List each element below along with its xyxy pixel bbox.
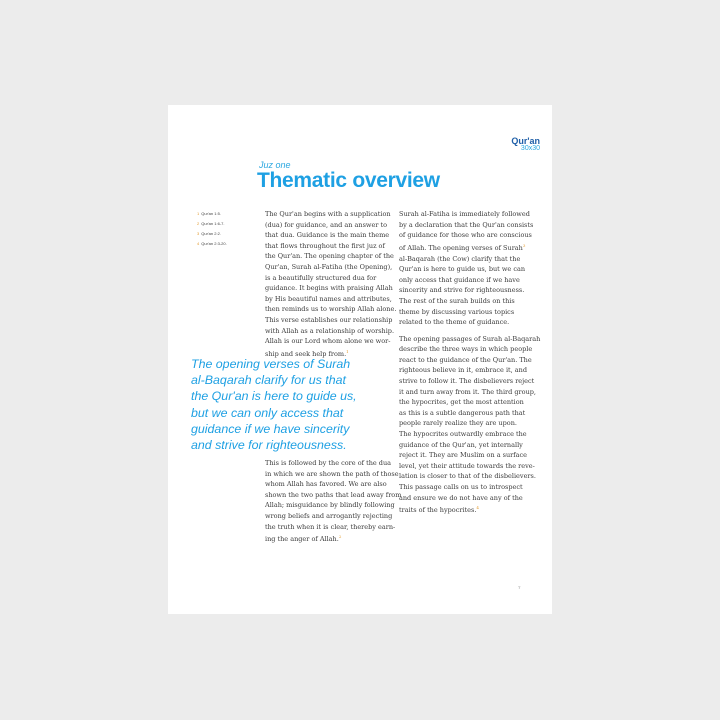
footnote-item [197, 219, 227, 229]
body-column-right [399, 209, 541, 516]
brand-logo [511, 137, 540, 153]
text-line-content: ship and seek help from. [265, 349, 347, 358]
text-line: Allah; misguidance by blindly following [265, 501, 395, 510]
text-line: reject it. They are Muslim on a surface [399, 451, 528, 460]
footnote-marker: 1 [346, 348, 349, 354]
text-line: Qur'an is here to guide us, but we can [399, 265, 526, 274]
paragraph [265, 209, 397, 359]
text-line: sincerity and strive for righteousness. [399, 286, 525, 295]
text-line: people rarely realize they are upon. [399, 419, 517, 428]
paragraph [399, 334, 541, 516]
text-line: the Qur'an. The opening chapter of the [265, 252, 394, 261]
text-line: whom Allah has favored. We are also [265, 480, 387, 489]
text-line: guidance. It begins with praising Allah [265, 284, 393, 293]
text-line-content: traits of the hypocrites. [399, 506, 477, 515]
text-line: react to the guidance of the Qur'an. The [399, 355, 532, 364]
footnote-number: 2 [197, 221, 200, 226]
footnote-marker: 2 [338, 534, 342, 540]
text-line-content: ing the anger of Allah. [265, 535, 339, 544]
text-line: righteous believe in it, embrace it, and [399, 366, 527, 375]
text-line: This verse establishes our relationship [265, 315, 393, 324]
quote-line: The opening verses of Surah [191, 357, 351, 371]
text-line: The Qur'an begins with a supplication [265, 210, 391, 218]
text-line: as this is a subtle dangerous path that [399, 408, 526, 417]
text-line: Surah al-Fatiha is immediately followed [399, 210, 530, 218]
body-column-left [265, 209, 397, 359]
footnote-number: 3 [197, 231, 200, 236]
text-line: and ensure we do not have any of the [399, 493, 523, 502]
text-line: then reminds us to worship Allah alone. [265, 305, 397, 314]
footnote-item [197, 209, 227, 219]
footnote-marker: 3 [522, 242, 526, 248]
footnote-item [197, 229, 227, 239]
text-line: Qur'an, Surah al-Fatiha (the Opening), [265, 262, 393, 271]
text-line: that flows throughout the first juz of [265, 241, 385, 250]
text-line: with Allah as a relationship of worship. [265, 326, 395, 335]
page-title: Thematic overview [257, 169, 440, 192]
text-line: This passage calls on us to introspect [399, 483, 523, 491]
text-line: guidance of the Qur'an, yet internally [399, 440, 523, 449]
text-line: the hypocrites, get the most attention [399, 398, 524, 407]
quote-line: and strive for righteousness. [191, 438, 347, 453]
logo-line1: Qur'an [511, 136, 540, 146]
footnote-number: 1 [197, 211, 200, 216]
paragraph [399, 209, 534, 328]
text-line: The hypocrites outwardly embrace the [399, 430, 527, 439]
text-line: The opening passages of Surah al-Baqarah [399, 334, 541, 343]
text-line: wrong beliefs and arrogantly rejecting [265, 511, 393, 520]
footnote-marker: 4 [476, 505, 479, 511]
text-line: it and turn away from it. The third group, [399, 387, 536, 396]
document-page [168, 105, 552, 614]
section-label: Juz one [259, 160, 291, 170]
text-line: in which we are shown the path of those [265, 469, 399, 478]
text-line: Allah is our Lord whom alone we wor- [265, 337, 391, 346]
text-line: shown the two paths that lead away from [265, 490, 402, 499]
text-line [399, 241, 527, 254]
text-line: of guidance for those who are conscious [399, 231, 532, 240]
text-line: is a beautifully structured dua for [265, 273, 377, 282]
paragraph [265, 458, 402, 545]
text-line: by a declaration that the Qur'an consists [399, 220, 534, 229]
quote-line: the Qur'an is here to guide us, [191, 389, 357, 404]
footnote-number: 4 [197, 241, 200, 246]
footnote-text: Qur'an 1:5. [201, 211, 221, 216]
text-line: level, yet their attitude towards the reve- [399, 461, 535, 470]
quote-line: al-Baqarah clarify for us that [191, 373, 346, 388]
text-line: the truth when it is clear, thereby earn- [265, 522, 396, 531]
text-line: theme by discussing various topics [399, 307, 515, 316]
text-line: only access that guidance if we have [399, 275, 520, 284]
text-line: al-Baqarah (the Cow) clarify that the [399, 254, 521, 263]
text-line [265, 532, 383, 545]
text-line: The rest of the surah builds on this [399, 296, 515, 305]
footnote-text: Qur'an 2:2. [201, 231, 221, 236]
text-line: This is followed by the core of the dua [265, 459, 392, 467]
quote-line: guidance if we have sincerity [191, 421, 350, 436]
footnote-list [197, 209, 227, 249]
text-line [399, 503, 527, 516]
text-line: strive to follow it. The disbelievers reject [399, 377, 535, 386]
logo-line2: 30x30 [520, 145, 540, 152]
text-line-content: of Allah. The opening verses of Surah [399, 243, 523, 252]
text-line: related to the theme of guidance. [399, 318, 510, 327]
text-line: describe the three ways in which people [399, 345, 533, 354]
footnote-item [197, 239, 227, 249]
text-line: that dua. Guidance is the main theme [265, 231, 390, 240]
text-line: (dua) for guidance, and an answer to [265, 220, 388, 229]
text-line: lation is closer to that of the disbelievers. [399, 472, 536, 481]
text-line: by His beautiful names and attributes, [265, 294, 392, 303]
footnote-text: Qur'an 2:3-20. [201, 241, 227, 246]
footnote-text: Qur'an 1:6-7. [201, 221, 225, 226]
body-column-left-lower [265, 458, 402, 545]
page-number: 7 [518, 585, 521, 590]
quote-line: but we can only access that [191, 405, 344, 420]
pull-quote [191, 356, 401, 453]
